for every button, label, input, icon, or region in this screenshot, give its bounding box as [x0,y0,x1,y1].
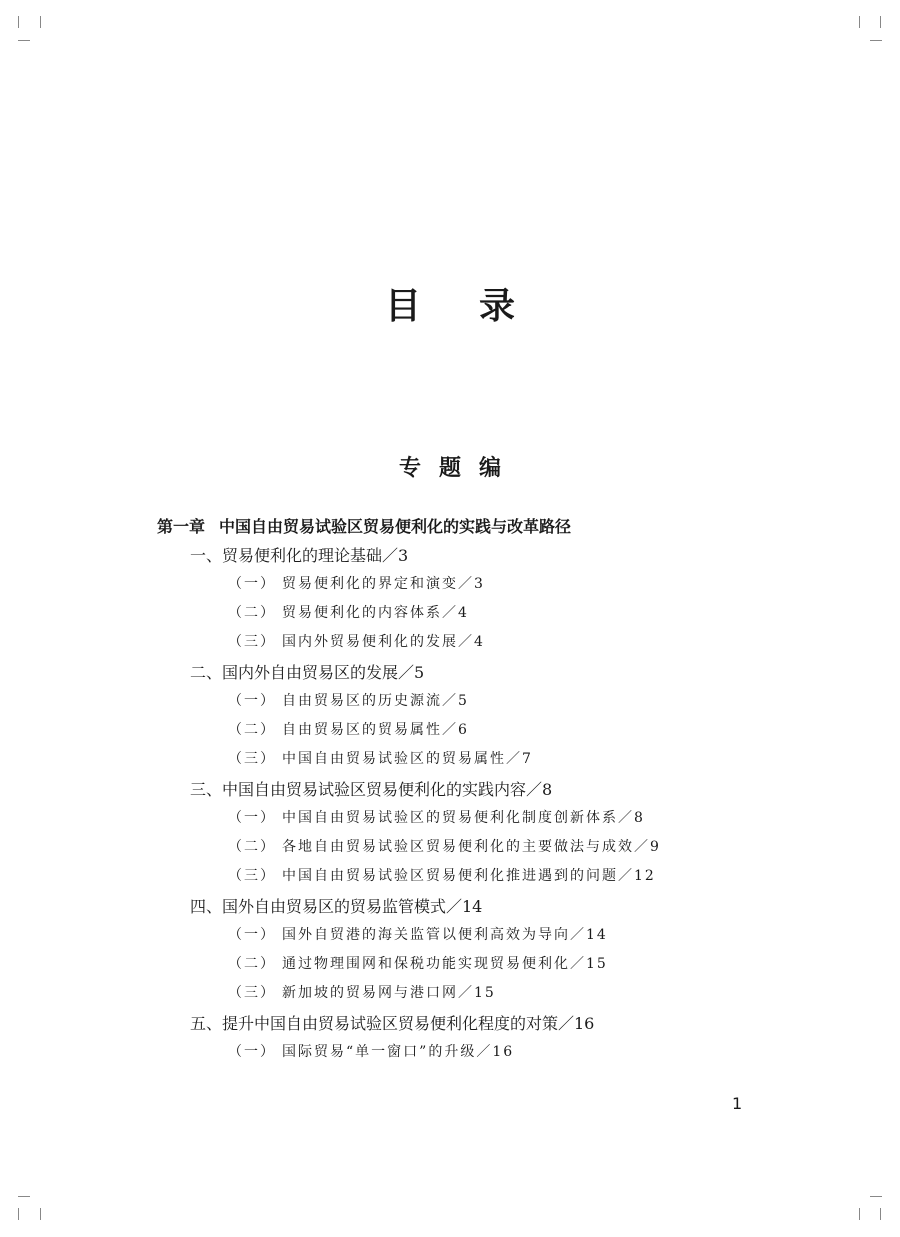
toc-entry-number: （二） [228,605,276,621]
toc-entry-text: 一、贸易便利化的理论基础／3 [190,546,409,565]
toc-entry[interactable] [190,658,424,687]
toc-entry-text: 新加坡的贸易网与港口网／15 [282,985,496,1001]
toc-entry-text: 国内外贸易便利化的发展／4 [282,634,485,650]
toc-entry-text: 中国自由贸易试验区的贸易便利化制度创新体系／8 [282,810,645,826]
toc-entry-text: 贸易便利化的内容体系／4 [282,605,469,621]
toc-entry-number: （二） [228,722,276,738]
toc-entry-text: 中国自由贸易试验区贸易便利化推进遇到的问题／12 [282,868,656,884]
toc-entry-number: （二） [228,956,276,972]
toc-entry-number: （三） [228,634,276,650]
toc-entry-number: （一） [228,1044,276,1060]
toc-entry[interactable] [190,892,482,921]
toc-entry[interactable] [228,687,469,716]
page-title: 目录 [384,285,573,327]
toc-entry[interactable] [190,775,552,804]
toc-entry-number: （三） [228,751,276,767]
toc-entry[interactable] [228,716,469,745]
toc-entry-text: 中国自由贸易试验区的贸易属性／7 [282,751,533,767]
toc-entry[interactable] [228,833,661,862]
chapter-number: 第一章 [157,517,206,536]
toc-entry-number: （一） [228,693,276,709]
toc-entry-text: 各地自由贸易试验区贸易便利化的主要做法与成效／9 [282,839,661,855]
toc-entry[interactable] [228,599,469,628]
toc-entry[interactable] [228,745,533,774]
toc-entry-number: （一） [228,576,276,592]
toc-entry-text: 国际贸易“单一窗口”的升级／16 [282,1044,515,1060]
toc-entry[interactable] [190,541,408,570]
toc-entry-text: 贸易便利化的界定和演变／3 [282,576,485,592]
toc-entry-number: （一） [228,927,276,943]
toc-entry-text: 国外自贸港的海关监管以便利高效为导向／14 [282,927,608,943]
toc-entry-text: 自由贸易区的贸易属性／6 [282,722,469,738]
toc-entry[interactable] [228,862,656,891]
page-number: 1 [732,1094,743,1113]
toc-entry-number: （三） [228,868,276,884]
toc-entry[interactable] [228,628,485,657]
toc-entry-text: 三、中国自由贸易试验区贸易便利化的实践内容／8 [190,780,553,799]
toc-entry-text: 自由贸易区的历史源流／5 [282,693,469,709]
section-title: 专题编 [398,455,519,481]
toc-entry-number: （一） [228,810,276,826]
toc-entry[interactable] [228,804,645,833]
toc-entry-text: 五、提升中国自由贸易试验区贸易便利化程度的对策／16 [190,1014,595,1033]
toc-entry[interactable] [228,979,496,1008]
toc-entry-text: 二、国内外自由贸易区的发展／5 [190,663,425,682]
toc-entry[interactable] [228,950,608,979]
toc-chapter[interactable] [157,512,571,541]
toc-entry-text: 四、国外自由贸易区的贸易监管模式／14 [190,897,483,916]
toc-entry-text: 通过物理围网和保税功能实现贸易便利化／15 [282,956,608,972]
toc-entry-number: （三） [228,985,276,1001]
toc-entry-number: （二） [228,839,276,855]
chapter-title: 中国自由贸易试验区贸易便利化的实践与改革路径 [219,517,572,536]
toc-entry[interactable] [190,1009,594,1038]
toc-entry[interactable] [228,570,485,599]
toc-entry[interactable] [228,1038,514,1067]
toc-entry[interactable] [228,921,608,950]
